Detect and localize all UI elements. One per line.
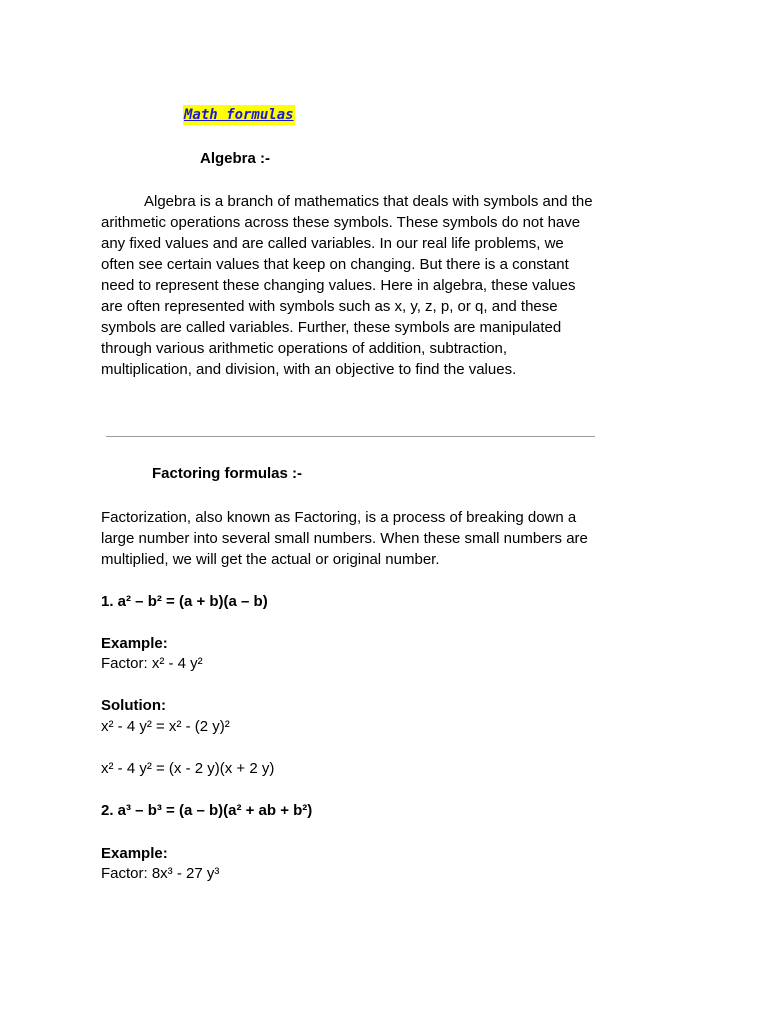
solution-1-label: Solution: — [101, 697, 166, 714]
solution-1-step-1: x² - 4 y² = x² - (2 y)² — [101, 718, 230, 735]
solution-1-step-2: x² - 4 y² = (x - 2 y)(x + 2 y) — [101, 760, 275, 777]
formula-1: 1. a² – b² = (a + b)(a – b) — [101, 593, 268, 610]
algebra-heading: Algebra :- — [200, 150, 271, 167]
algebra-paragraph: Algebra is a branch of mathematics that deals with symbols and the arithmetic operations across these symbols. These symbols do not have any fixed values and are called variables. In our real life problems, we often see certain values that keep on changing. But there is a constant need to represent these changing values. Here in algebra, these values are often represented with symbols such as x, y, z, p, or q, and these symbols are called variables. Further, these symbols are manipulated through various arithmetic operations of addition, subtraction, multiplication, and division, with an objective to find the values. — [101, 193, 593, 378]
factoring-heading: Factoring formulas :- — [152, 465, 303, 482]
example-2-label: Example: — [101, 845, 168, 862]
example-1-label: Example: — [101, 635, 168, 652]
formula-2: 2. a³ – b³ = (a – b)(a² + ab + b²) — [101, 802, 313, 819]
example-1-text: Factor: x² - 4 y² — [101, 655, 203, 672]
example-2-text: Factor: 8x³ - 27 y³ — [101, 865, 220, 882]
document-title: Math formulas — [184, 107, 294, 123]
factoring-paragraph: Factorization, also known as Factoring, is a process of breaking down a large number into several small numbers. When these small numbers are multiplied, we will get the actual or original number. — [101, 509, 588, 568]
section-divider — [106, 436, 595, 437]
